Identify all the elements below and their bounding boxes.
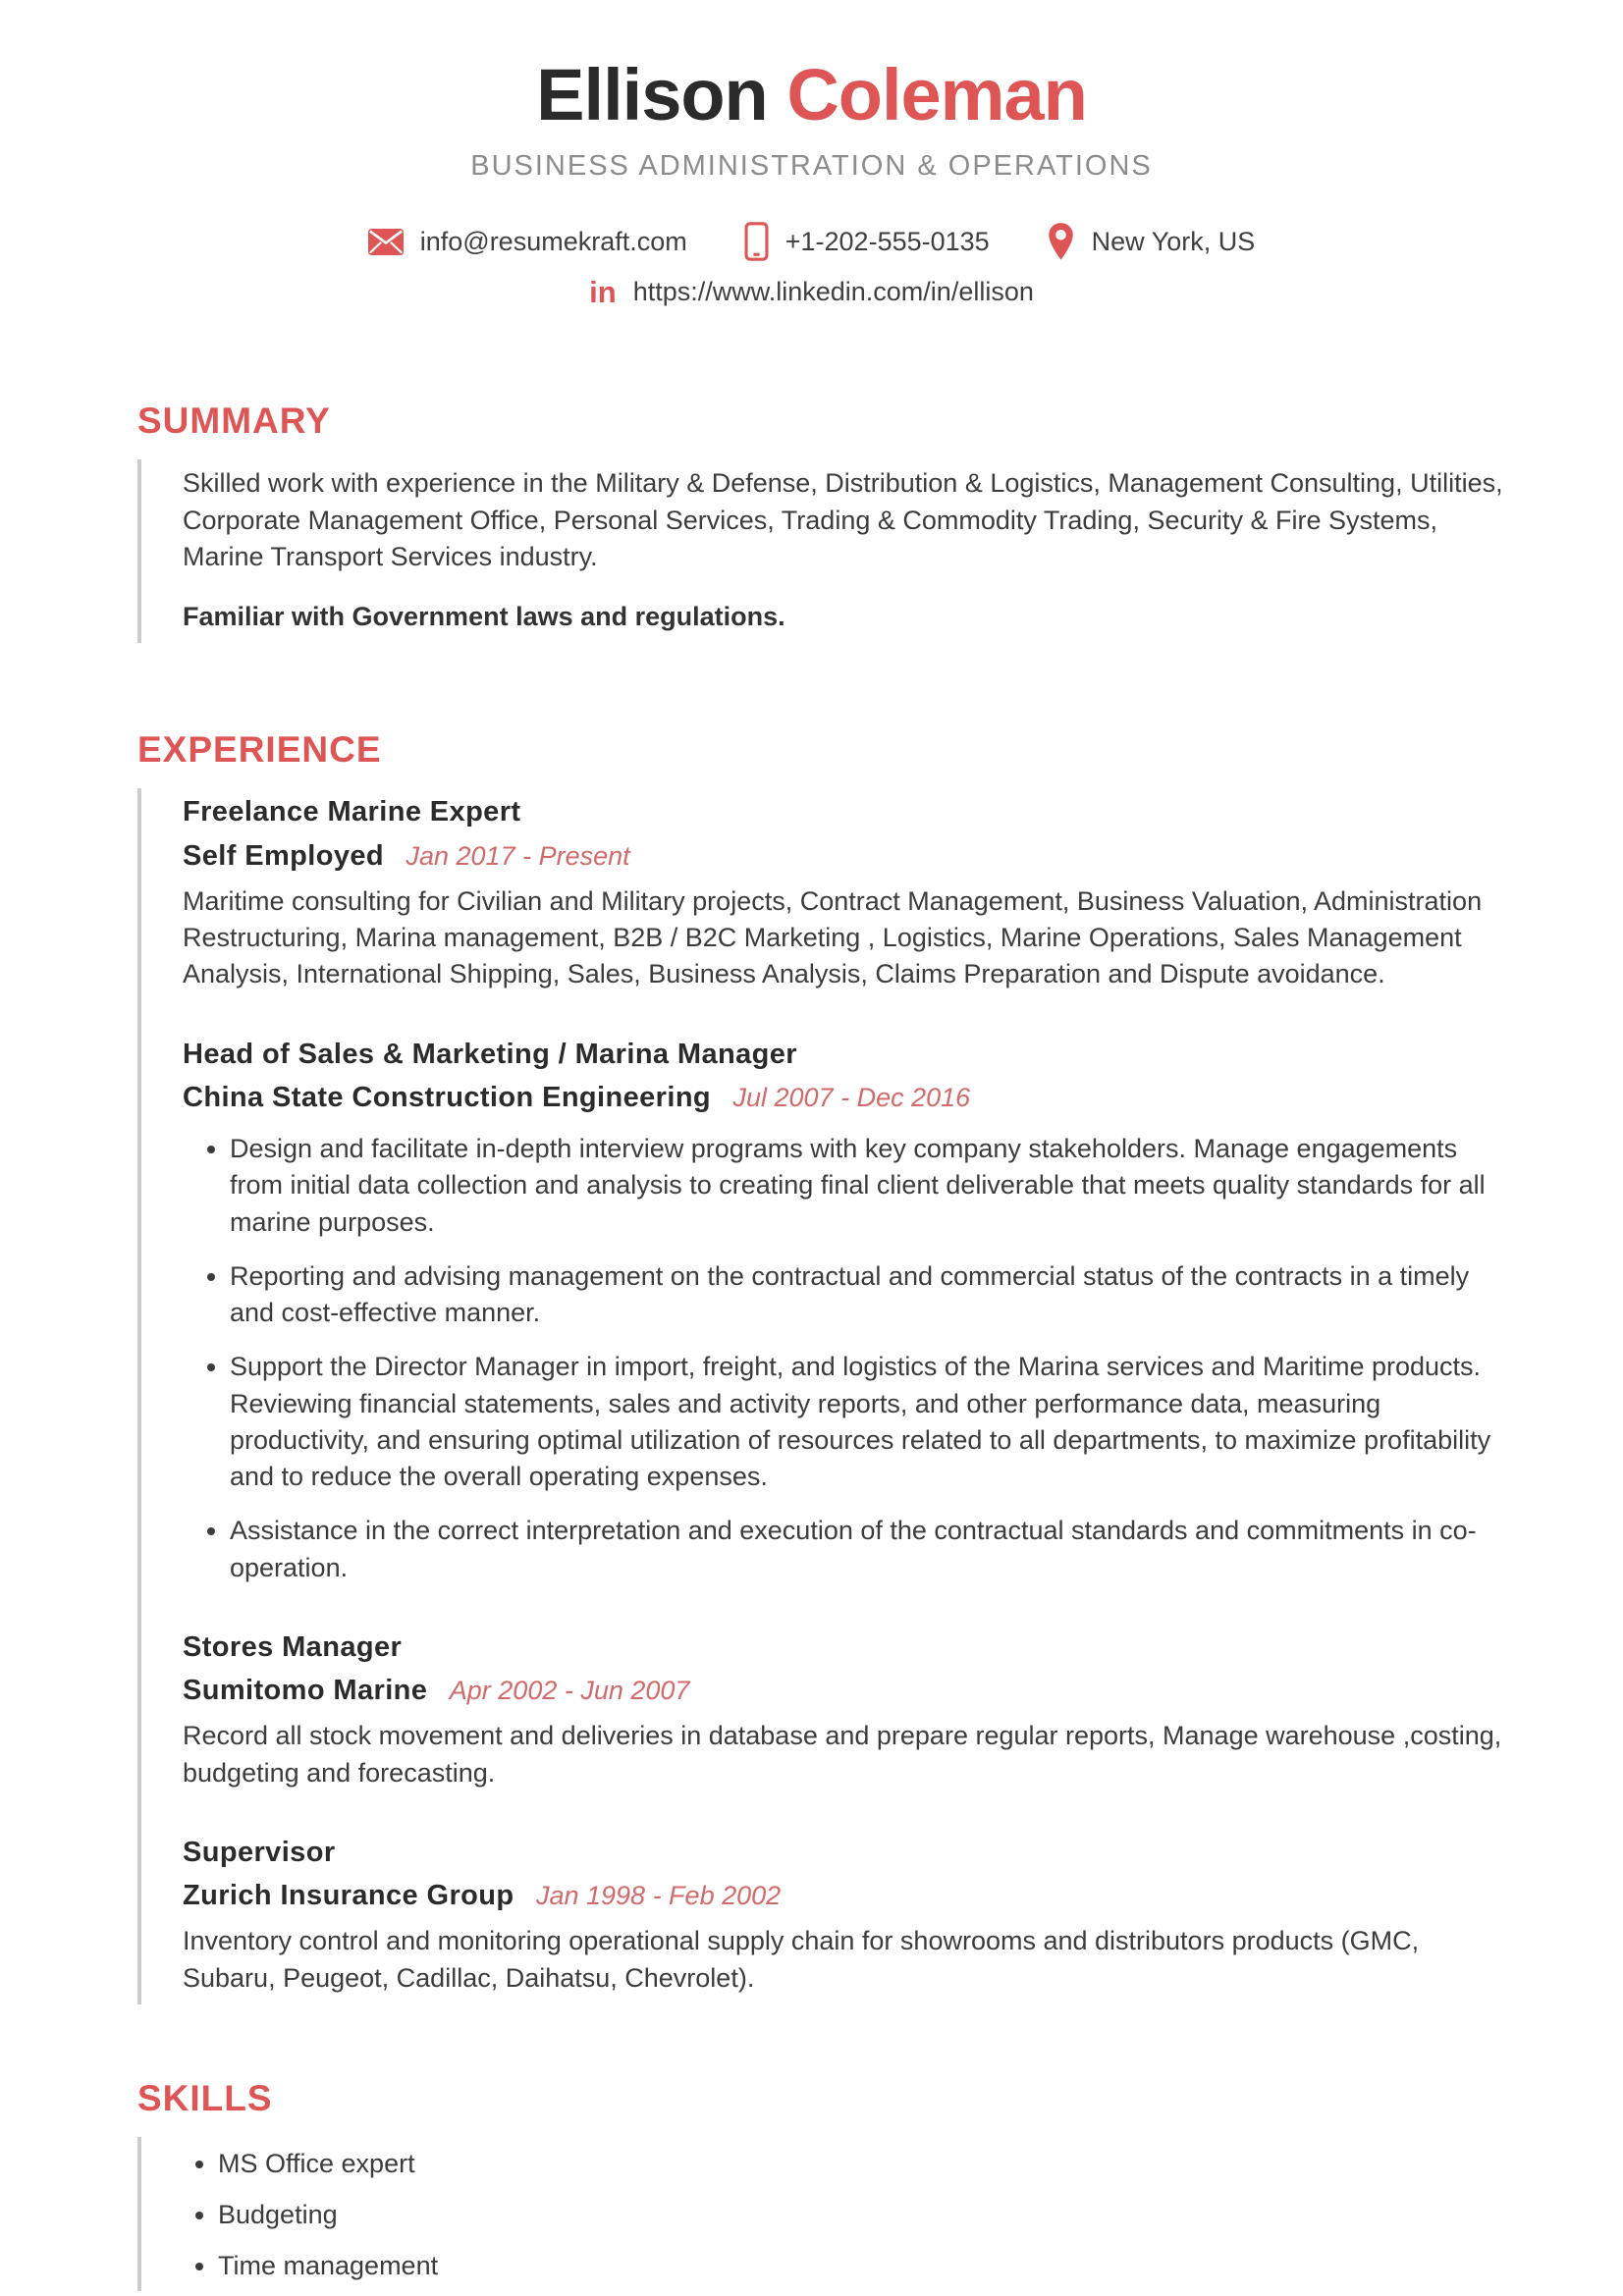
phone-icon	[744, 222, 769, 261]
contact-linkedin	[589, 275, 1034, 310]
experience-section	[137, 729, 1513, 2004]
experience-jobs	[137, 788, 1513, 2004]
job-description: Inventory control and monitoring operational supply chain for showrooms and distributors products (GMC, Subaru, Peugeot, Cadillac, Daihatsu, Chevrolet).	[183, 1926, 1420, 1993]
job-company: Sumitomo Marine	[183, 1675, 428, 1707]
job-meta	[183, 1080, 1513, 1115]
skills-heading: SKILLS	[137, 2077, 273, 2118]
job-bullet: • Reporting and advising management on the contractual and commercial status of the contracts in a timely and cost-effective manner.	[230, 1258, 1513, 1332]
skills-section	[137, 2078, 1513, 2291]
job-meta	[183, 1878, 1513, 1913]
linkedin-url[interactable]: https://www.linkedin.com/in/ellison	[632, 277, 1034, 307]
job-dates: Jan 1998 - Feb 2002	[535, 1881, 782, 1911]
experience-heading: EXPERIENCE	[137, 729, 382, 771]
job-meta	[183, 838, 1513, 874]
job-company: China State Construction Engineering	[183, 1081, 712, 1113]
summary-heading: SUMMARY	[137, 400, 331, 442]
contact-email	[368, 227, 687, 257]
summary-section	[137, 400, 1513, 643]
summary-paragraph: Skilled work with experience in the Military & Defense, Distribution & Logistics, Management Consulting, Utilities, Corporate Management Office, Personal Services, Trading & Commodity Trading, Security & Fire Systems, Marine Transport Services industry.	[183, 468, 1503, 571]
job-description: Record all stock movement and deliveries in database and prepare regular reports, Manage warehouse ,costing, budgeting and forecasting.	[183, 1721, 1502, 1788]
job-dates: Apr 2002 - Jun 2007	[449, 1676, 690, 1706]
job-subtitle: BUSINESS ADMINISTRATION & OPERATIONS	[470, 150, 1153, 183]
job-bullet: • Design and facilitate in-depth interview programs with key company stakeholders. Manage engagements from initial data collection and analysis to creating final client deliverable that meets quality standards for all marine purposes.	[230, 1131, 1513, 1241]
skills-body	[137, 2137, 1513, 2291]
location-icon	[1047, 222, 1075, 261]
job-title: Supervisor	[183, 1836, 336, 1868]
contact-row-2	[0, 275, 1623, 310]
phone-text: +1-202-555-0135	[784, 226, 990, 256]
skill-item: • Budgeting	[218, 2198, 1513, 2232]
person-name	[0, 55, 1623, 134]
job-entry	[183, 1037, 1513, 1586]
skills-list	[183, 2147, 1513, 2283]
linkedin-icon: in	[589, 275, 617, 310]
job-dates: Jul 2007 - Dec 2016	[732, 1082, 971, 1112]
job-bullet: • Assistance in the correct interpretation and execution of the contractual standards and commitments in co-operation.	[230, 1513, 1513, 1586]
job-title: Stores Manager	[183, 1630, 403, 1663]
job-description: Maritime consulting for Civilian and Military projects, Contract Management, Business Valuation, Administration Restructuring, Marina management, B2B / B2C Marketing , Logistics, Marine Operations, Sales Management Analysis, International Shipping, Sales, Business Analysis, Claims Preparation and Dispute avoidance.	[183, 885, 1483, 989]
job-bullet-list	[183, 1131, 1513, 1586]
contact-row-1	[0, 222, 1623, 261]
last-name: Coleman	[786, 54, 1087, 135]
contact-location	[1047, 222, 1256, 261]
email-text[interactable]: info@resumekraft.com	[419, 226, 687, 256]
resume-header	[0, 54, 1623, 310]
skill-item: • MS Office expert	[218, 2147, 1513, 2181]
summary-paragraph-bold: Familiar with Government laws and regulations.	[183, 602, 785, 632]
job-entry	[183, 1629, 1513, 1791]
job-company: Self Employed	[183, 839, 385, 872]
job-entry	[183, 1835, 1513, 1997]
job-title: Freelance Marine Expert	[183, 796, 521, 828]
job-entry	[183, 794, 1513, 992]
summary-body	[137, 459, 1513, 643]
job-bullet: • Support the Director Manager in import, freight, and logistics of the Marina services and Maritime products. Reviewing financial statements, sales and activity reports, and other performance data, measuring productivity, and ensuring optimal utilization of resources related to all departments, to maximize profitability and to reduce the overall operating expenses.	[230, 1349, 1513, 1495]
contact-phone	[744, 222, 990, 261]
job-dates: Jan 2017 - Present	[406, 840, 630, 871]
job-title: Head of Sales & Marketing / Marina Manager	[183, 1038, 797, 1070]
location-text: New York, US	[1091, 226, 1256, 256]
job-company: Zurich Insurance Group	[183, 1880, 514, 1912]
skill-item: • Time management	[218, 2249, 1513, 2283]
first-name: Ellison	[536, 54, 768, 135]
email-icon	[368, 229, 404, 255]
job-meta	[183, 1673, 1513, 1708]
